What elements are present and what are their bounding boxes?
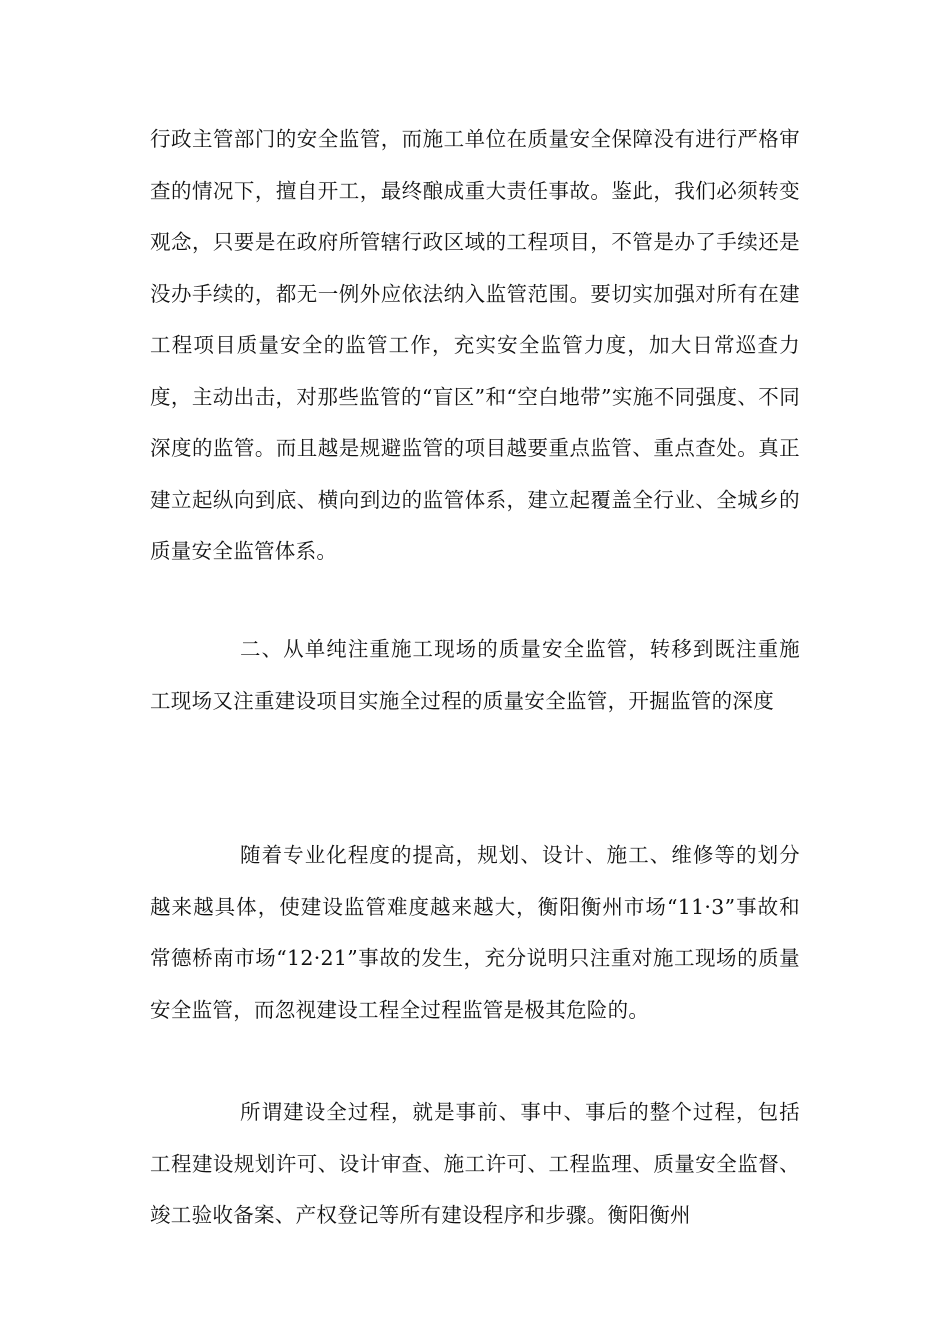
body-paragraph-1: 行政主管部门的安全监管，而施工单位在质量安全保障没有进行严格审查的情况下，擅自开工，最终酿成重大责任事故。鉴此，我们必须转变观念，只要是在政府所管辖行政区域的工程项目，不管是办了手续还是没办手续的，都无一例外应依法纳入监管范围。要切实加强对所有在建工程项目质量安全的监管工作，充实安全监管力度，加大日常巡查力度，主动出击，对那些监管的“盲区”和“空白地带”实施不同强度、不同深度的监管。而且越是规避监管的项目越要重点监管、重点查处。真正建立起纵向到底、横向到边的监管体系，建立起覆盖全行业、全城乡的质量安全监管体系。 — [150, 127, 800, 563]
body-paragraph-3: 随着专业化程度的提高，规划、设计、施工、维修等的划分越来越具体，使建设监管难度越来越大，衡阳衡州市场“11·3”事故和常德桥南市场“12·21”事故的发生，充分说明只注重对施工现场的质量安全监管，而忽视建设工程全过程监管是极其危险的。 — [150, 843, 800, 1022]
section-heading-2: 二、从单纯注重施工现场的质量安全监管，转移到既注重施工现场又注重建设项目实施全过程的质量安全监管，开掘监管的深度 — [150, 637, 800, 713]
body-paragraph-4: 所谓建设全过程，就是事前、事中、事后的整个过程，包括工程建设规划许可、设计审查、施工许可、工程监理、质量安全监督、竣工验收备案、产权登记等所有建设程序和步骤。衡阳衡州 — [150, 1100, 800, 1227]
